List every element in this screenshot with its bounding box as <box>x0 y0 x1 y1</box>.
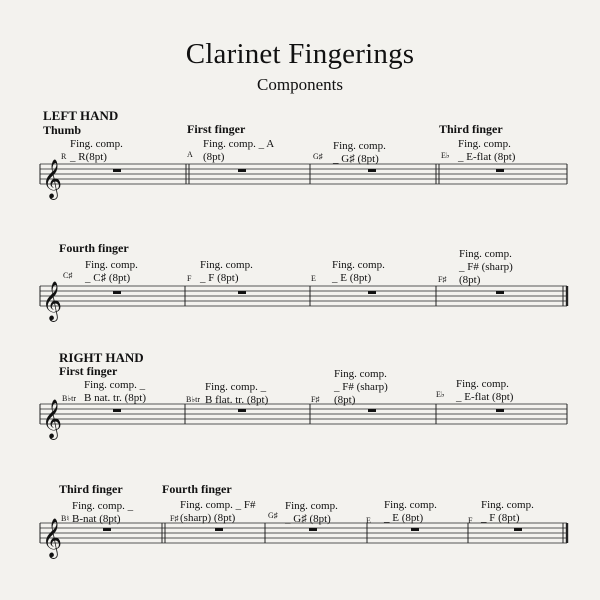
fingering-annotation: Fing. comp. _ E-flat (8pt) <box>456 378 514 403</box>
note-name: F♯ <box>170 514 179 523</box>
note-name: F <box>187 274 192 283</box>
whole-rest <box>238 409 246 412</box>
note-name: C♯ <box>63 271 73 280</box>
note-name: B♭tr <box>186 395 200 404</box>
fingering-annotation: Fing. comp. _ R(8pt) <box>70 138 123 163</box>
fingering-annotation: Fing. comp. _ B-nat (8pt) <box>72 500 134 525</box>
whole-rest <box>215 528 223 531</box>
fingering-annotation: Fing. comp. _ E-flat (8pt) <box>458 138 516 163</box>
label-rh-first-finger: First finger <box>59 364 118 378</box>
fingering-annotation: Fing. comp. _ F# (sharp) (8pt) <box>180 499 256 524</box>
fingering-annotation: Fing. comp. _ G♯ (8pt) <box>333 140 386 165</box>
whole-rest <box>113 409 121 412</box>
note-name: E♭ <box>441 151 450 160</box>
note-name: E <box>366 516 371 525</box>
note-name: G♯ <box>268 511 278 520</box>
note-name: B♮ <box>61 514 70 523</box>
note-name: F <box>468 516 473 525</box>
fingering-annotation: Fing. comp. _ F (8pt) <box>481 499 534 524</box>
treble-clef-icon: 𝄞 <box>42 399 63 439</box>
whole-rest <box>368 291 376 294</box>
section-right-hand: RIGHT HAND <box>59 350 144 365</box>
whole-rest <box>113 169 121 172</box>
whole-rest <box>103 528 111 531</box>
note-name: E♭ <box>436 390 445 399</box>
whole-rest <box>238 291 246 294</box>
whole-rest <box>496 291 504 294</box>
fingering-annotation: Fing. comp. _ A (8pt) <box>203 138 275 163</box>
whole-rest <box>411 528 419 531</box>
whole-rest <box>496 409 504 412</box>
whole-rest <box>514 528 522 531</box>
treble-clef-icon: 𝄞 <box>42 281 63 321</box>
whole-rest <box>368 409 376 412</box>
whole-rest <box>113 291 121 294</box>
fingering-annotation: Fing. comp. _ F# (sharp) (8pt) <box>334 368 388 406</box>
label-lh-first-finger: First finger <box>187 122 246 136</box>
label-lh-third-finger: Third finger <box>439 122 503 136</box>
note-name: R <box>61 152 67 161</box>
note-name: F♯ <box>311 395 320 404</box>
whole-rest <box>238 169 246 172</box>
treble-clef-icon: 𝄞 <box>42 159 63 199</box>
fingering-annotation: Fing. comp. _ F# (sharp) (8pt) <box>459 248 513 286</box>
note-name: G♯ <box>313 152 323 161</box>
treble-clef-icon: 𝄞 <box>42 518 63 558</box>
fingering-annotation: Fing. comp. _ C♯ (8pt) <box>85 259 138 284</box>
note-name: A <box>187 150 193 159</box>
note-name: E <box>311 274 316 283</box>
fingering-annotation: Fing. comp. _ E (8pt) <box>384 499 437 524</box>
fingering-annotation: Fing. comp. _ B nat. tr. (8pt) <box>84 379 147 404</box>
whole-rest <box>496 169 504 172</box>
page-subtitle: Components <box>257 75 343 94</box>
section-left-hand: LEFT HAND <box>43 108 119 123</box>
fingering-annotation: Fing. comp. _ G♯ (8pt) <box>285 500 338 525</box>
whole-rest <box>309 528 317 531</box>
label-rh-fourth-finger: Fourth finger <box>162 482 232 496</box>
whole-rest <box>368 169 376 172</box>
note-name: B♭tr <box>62 394 76 403</box>
fingering-annotation: Fing. comp. _ B flat. tr. (8pt) <box>205 381 269 406</box>
label-rh-third-finger: Third finger <box>59 482 123 496</box>
page-title: Clarinet Fingerings <box>185 38 415 70</box>
label-lh-fourth-finger: Fourth finger <box>59 241 129 255</box>
fingering-annotation: Fing. comp. _ F (8pt) <box>200 259 253 284</box>
fingering-annotation: Fing. comp. _ E (8pt) <box>332 259 385 284</box>
label-thumb: Thumb <box>43 123 82 137</box>
note-name: F♯ <box>438 275 447 284</box>
